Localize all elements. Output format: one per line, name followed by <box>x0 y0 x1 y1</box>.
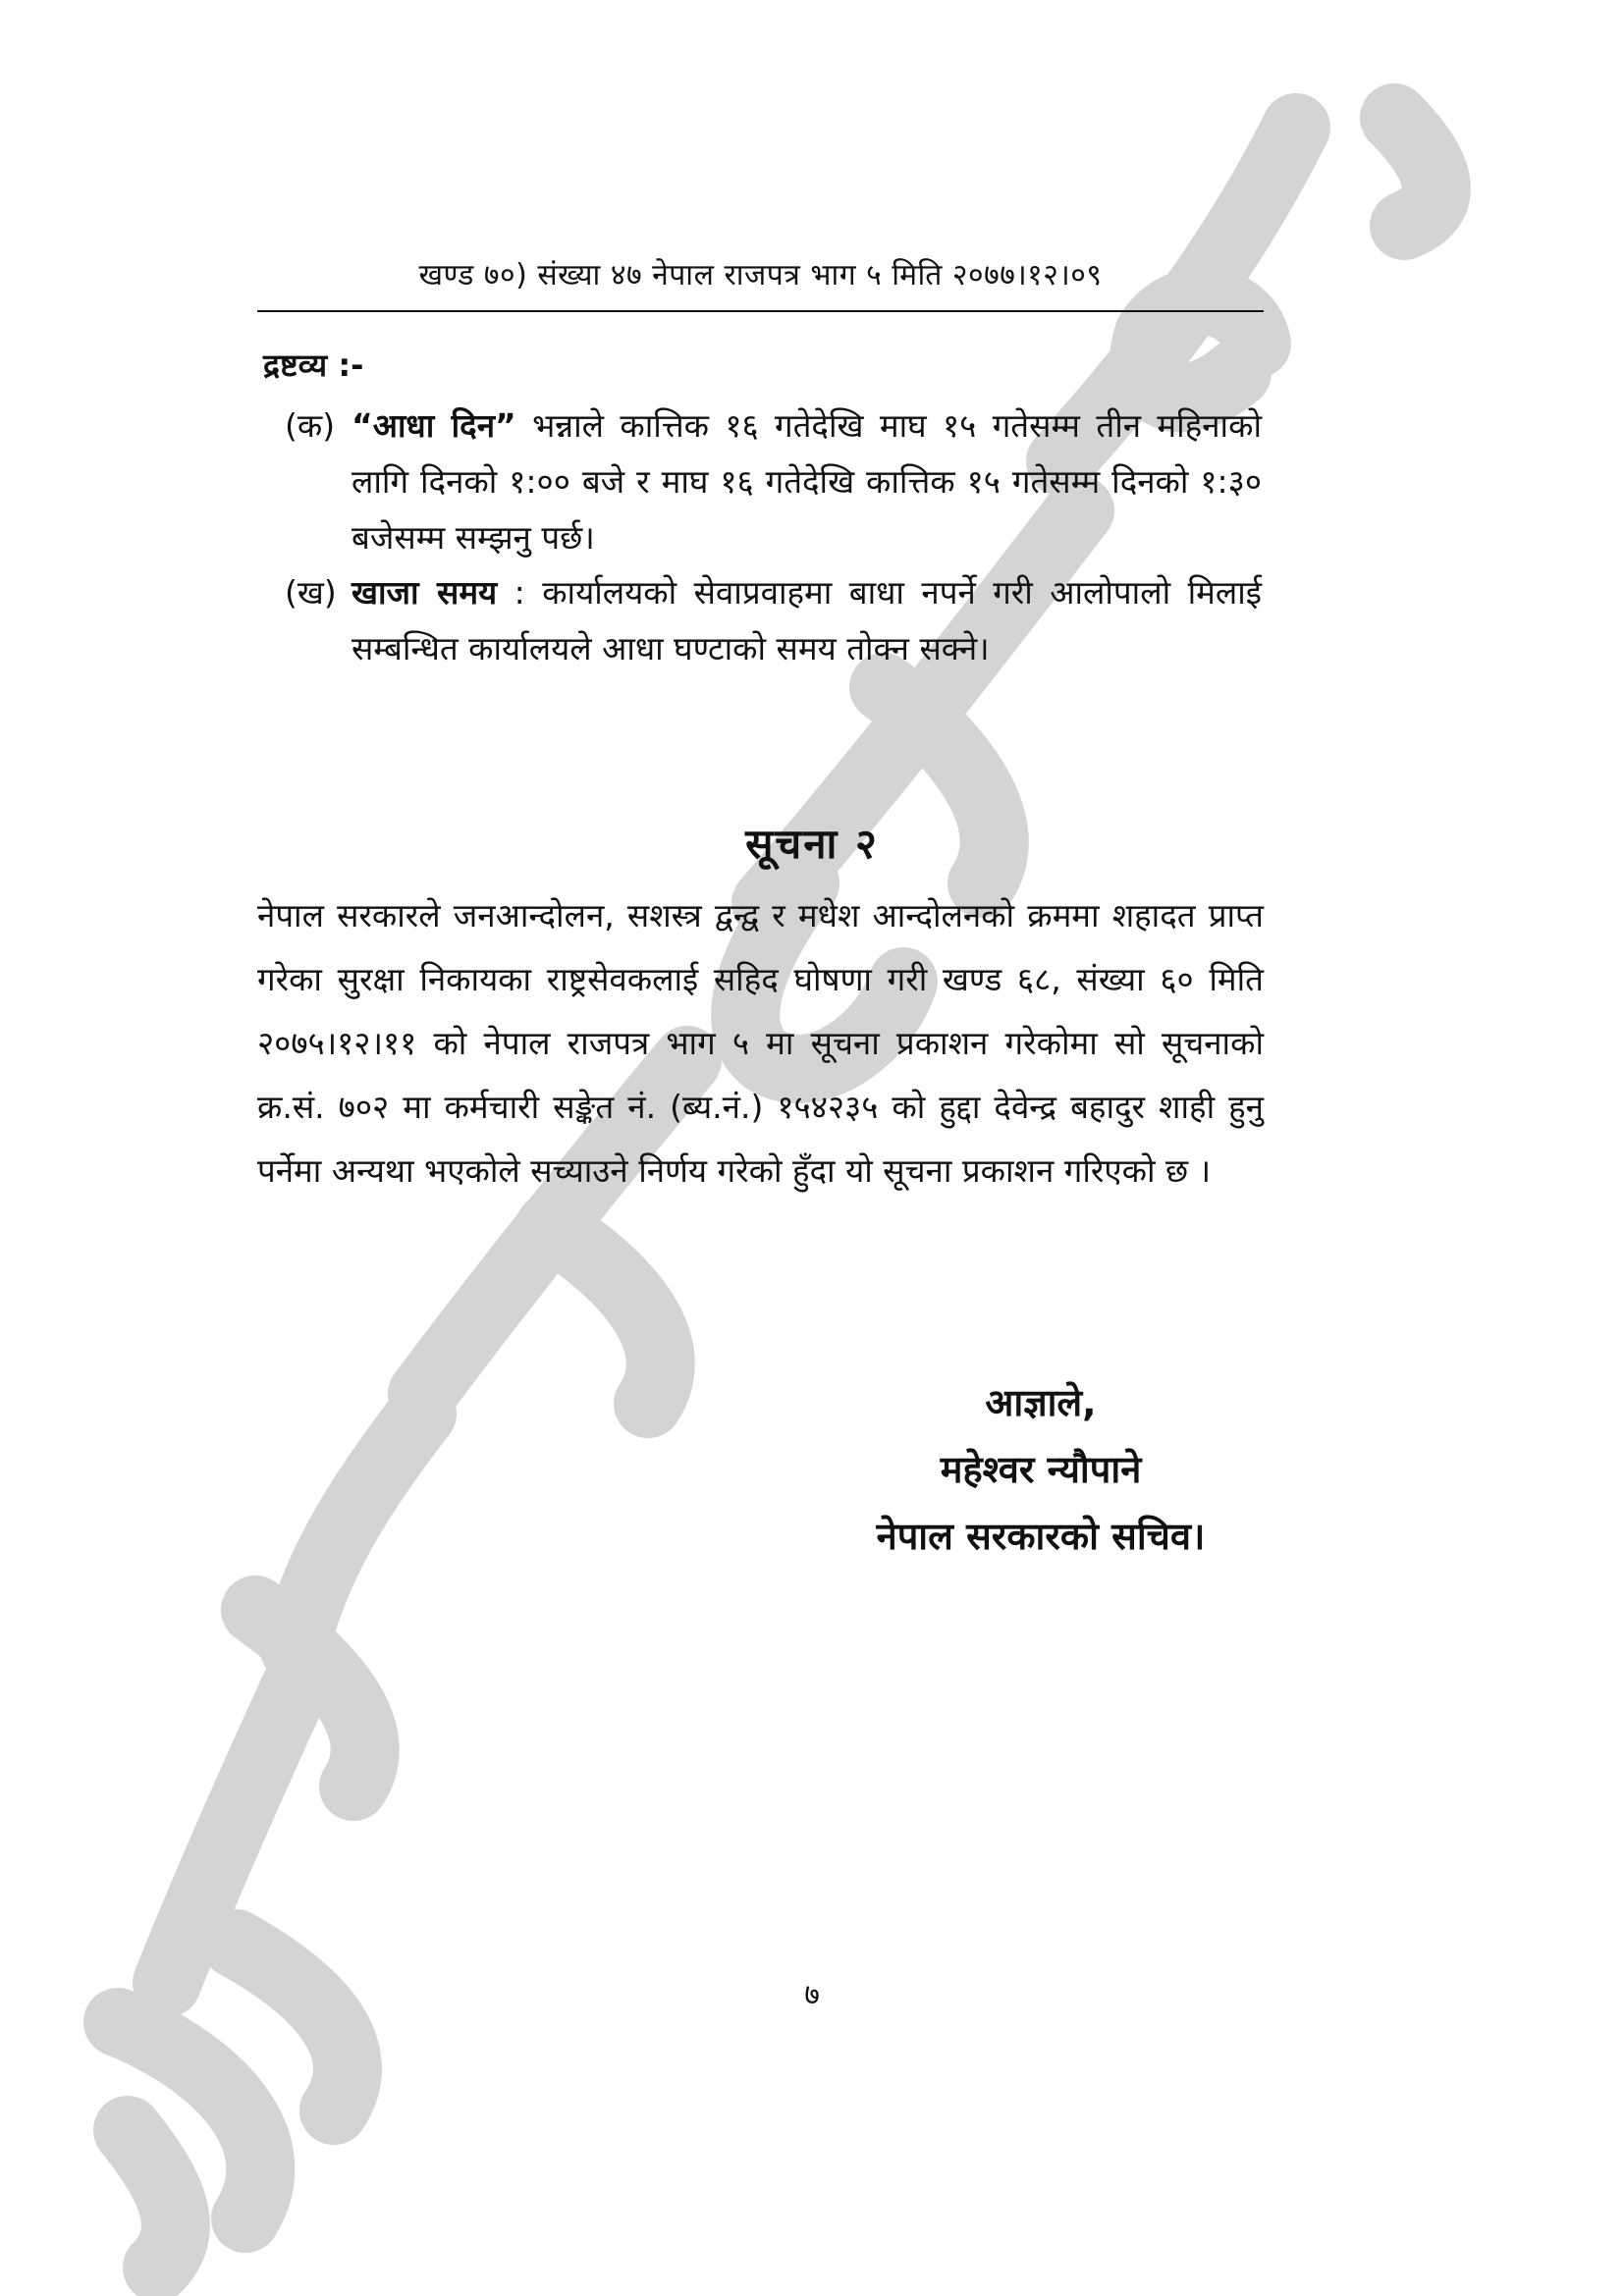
header-rule <box>257 310 1264 312</box>
note-item-a <box>285 398 1262 565</box>
page-number: ७ <box>804 1978 820 2012</box>
signature-block <box>785 1369 1296 1570</box>
notice-title: सूचना २ <box>745 820 879 868</box>
gazette-header: खण्ड ७०) संख्या ४७ नेपाल राजपत्र भाग ५ मिति २०७७।१२।०९ <box>418 258 1103 293</box>
note-text: भन्नाले कात्तिक १६ गतेदेखि माघ १५ गतेसम्म तीन महिनाको लागि दिनको १:०० बजे र माघ १६ गतेदेखि कात्तिक १५ गतेसम्म दिनको १:३० बजेसम्म सम्झनु पर्छ। <box>352 406 1262 557</box>
note-marker: (क) <box>285 406 336 445</box>
note-marker: (ख) <box>285 573 337 612</box>
note-text: : कार्यालयको सेवाप्रवाहमा बाधा नपर्ने गरी आलोपालो मिलाई सम्बन्धित कार्यालयले आधा घण्टाको समय तोक्न सक्ने। <box>352 573 1262 667</box>
note-body <box>352 398 1262 565</box>
notes-heading: द्रष्टव्य :- <box>263 347 364 384</box>
signature-line-name: महेश्वर न्यौपाने <box>940 1448 1142 1491</box>
signature-line-order: आज्ञाले, <box>985 1381 1097 1424</box>
note-term: खाजा समय <box>352 573 498 612</box>
note-term: “आधा दिन” <box>352 406 516 445</box>
note-item-b <box>285 564 1262 676</box>
signature-line-title: नेपाल सरकारको सचिव। <box>876 1515 1206 1558</box>
note-body <box>352 564 1262 676</box>
notice-body: नेपाल सरकारले जनआन्दोलन, सशस्त्र द्वन्द्व र मधेश आन्दोलनको क्रममा शहादत प्राप्त गरेका सुरक्षा निकायका राष्ट्रसेवकलाई सहिद घोषणा गरी खण्ड ६८, संख्या ६० मिति २०७५।१२।११ को नेपाल राजपत्र भाग ५ मा सूचना प्रकाशन गरेकोमा सो सूचनाको क्र.सं. ७०२ मा कर्मचारी सङ्केत नं. (ब्य.नं.) १५४२३५ को हुद्दा देवेन्द्र बहादुर शाही हुनु पर्नेमा अन्यथा भएकोले सच्याउने निर्णय गरेको हुँदा यो सूचना प्रकाशन गरिएको छ । <box>257 896 1264 1190</box>
